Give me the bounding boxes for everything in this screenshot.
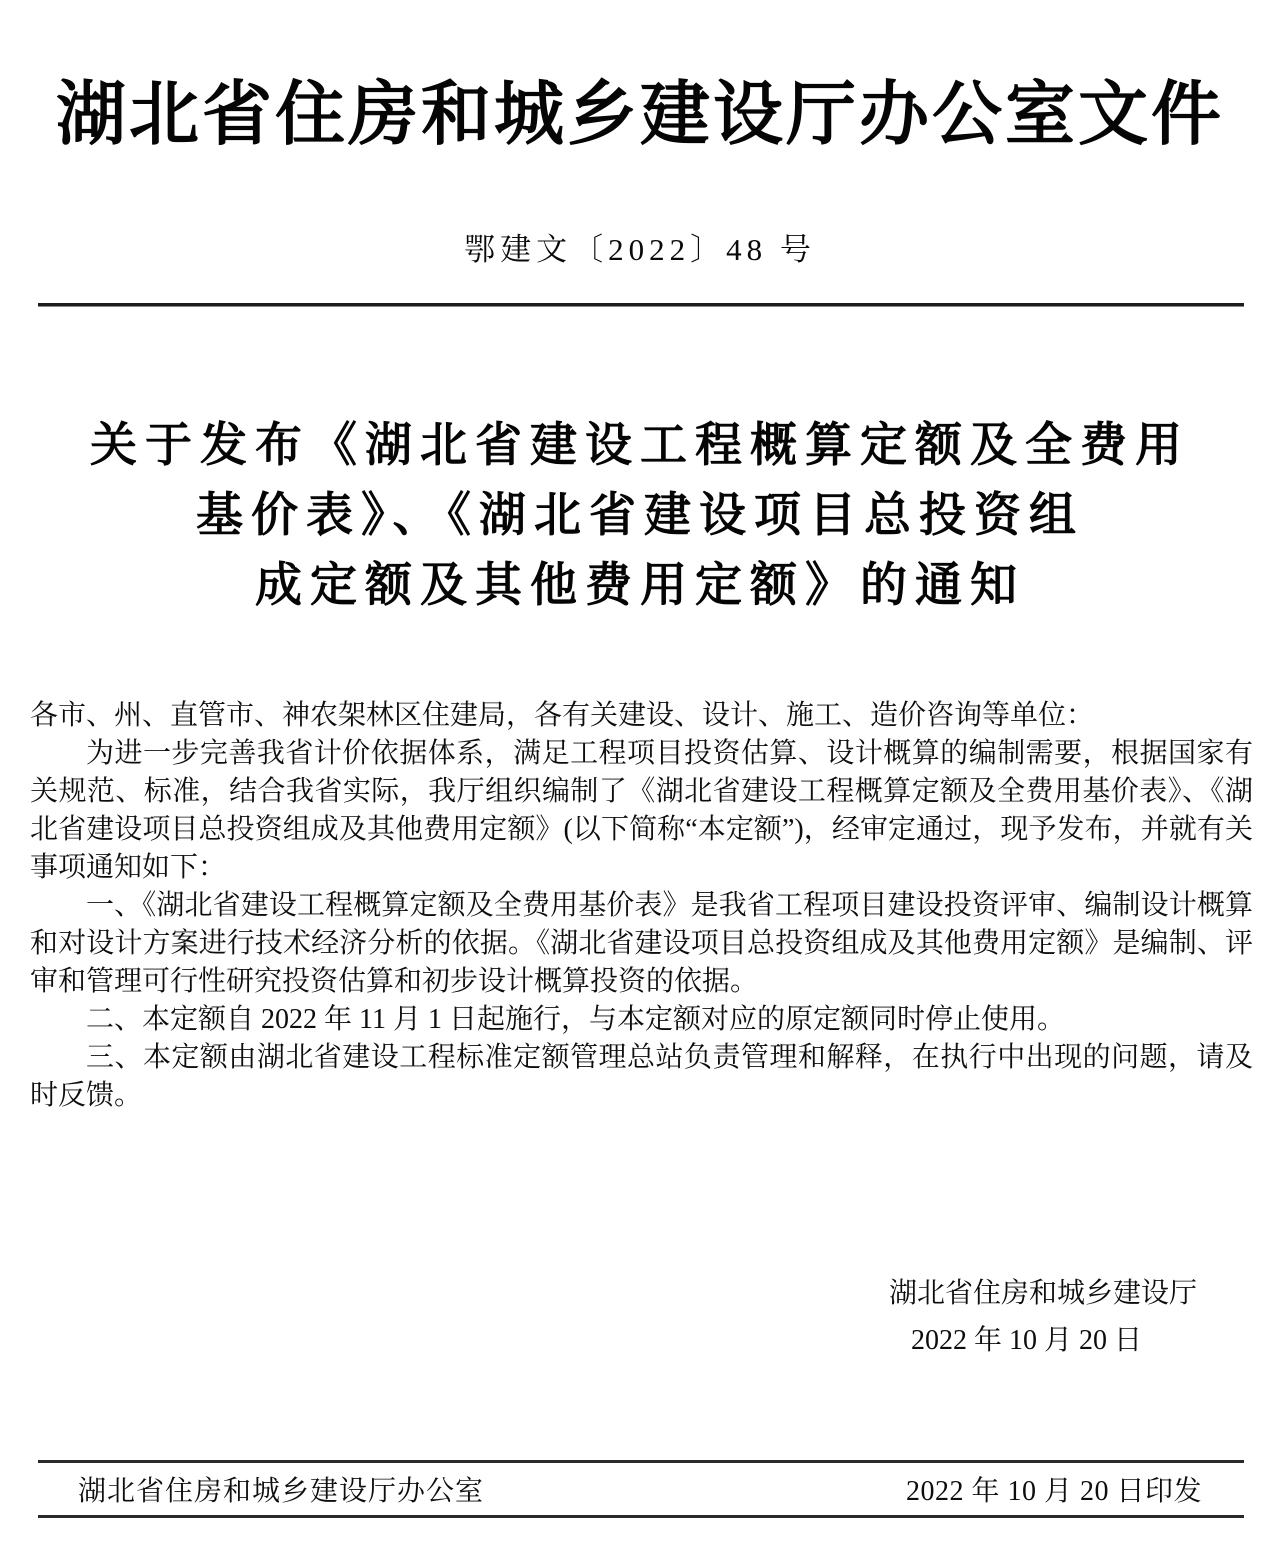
salutation-line: 各市、州、直管市、神农架林区住建局，各有关建设、设计、施工、造价咨询等单位： [30,700,1095,731]
signature-date: 2022 年 10 月 20 日 [910,1325,1142,1356]
notice-title [0,410,1280,620]
document-number: 鄂建文〔2022〕48 号 [464,232,816,267]
notice-title-line-3: 成定额及其他费用定额》的通知 [255,558,1025,611]
notice-title-line-1: 关于发布《湖北省建设工程概算定额及全费用 [90,418,1190,471]
issuing-org-header: 湖北省住房和城乡建设厅办公室文件 [56,77,1224,154]
body-paragraph: 为进一步完善我省计价依据体系，满足工程项目投资估算、设计概算的编制需要，根据国家有关规范、标准，结合我省实际，我厅组织编制了《湖北省建设工程概算定额及全费用基价表》、《湖北省建设项目总投资组成及其他费用定额》(以下简称“本定额”)，经审定通过，现予发布，并就有关事项通知如下： [30,738,1253,883]
footer-issuing-office: 湖北省住房和城乡建设厅办公室 [78,1476,485,1507]
header-divider-rule [38,303,1244,307]
body-paragraph: 二、本定额自 2022 年 11 月 1 日起施行，与本定额对应的原定额同时停止使用。 [86,1004,1065,1035]
footer-print-date: 2022 年 10 月 20 日印发 [905,1476,1202,1507]
notice-body [30,697,1253,1115]
body-paragraph: 三、本定额由湖北省建设工程标准定额管理总站负责管理和解释，在执行中出现的问题，请及时反馈。 [30,1042,1253,1111]
signature-org: 湖北省住房和城乡建设厅 [888,1278,1197,1309]
body-paragraph: 一、《湖北省建设工程概算定额及全费用基价表》是我省工程项目建设投资评审、编制设计概算和对设计方案进行技术经济分析的依据。《湖北省建设项目总投资组成及其他费用定额》是编制、评审和管理可行性研究投资估算和初步设计概算投资的依据。 [30,890,1253,997]
footer-imprint-bar [38,1460,1244,1518]
notice-title-line-2: 基价表》、《湖北省建设项目总投资组 [196,488,1084,541]
signature-block [0,1276,1280,1359]
